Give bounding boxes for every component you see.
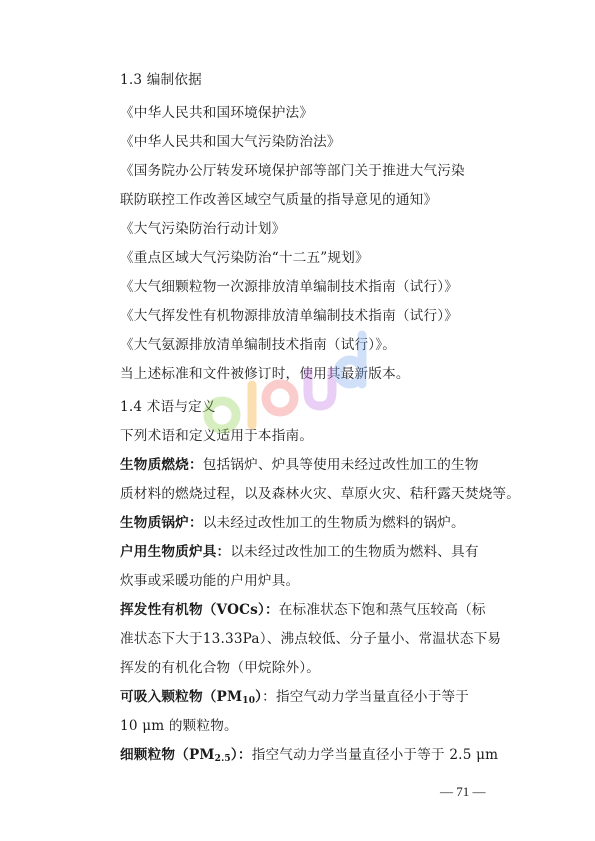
definition-text: 以未经过改性加工的生物质为燃料、具有 bbox=[230, 544, 479, 560]
reference-item: 《中华人民共和国环境保护法》 bbox=[120, 105, 314, 121]
reference-item: 《大气污染防治行动计划》 bbox=[120, 221, 286, 237]
term-label: 户用生物质炉具： bbox=[120, 544, 231, 560]
definition-biomass-boiler bbox=[120, 513, 520, 533]
reference-item: 《大气氨源排放清单编制技术指南（试行）》。 bbox=[120, 337, 397, 353]
section-heading-1-3: 1.3 编制依据 bbox=[120, 72, 202, 88]
reference-item: 《中华人民共和国大气污染防治法》 bbox=[120, 134, 341, 150]
definition-continued: 准状态下大于13.33Pa）、沸点较低、分子量小、常温状态下易 bbox=[120, 631, 502, 647]
terms-intro: 下列术语和定义适用于本指南。 bbox=[120, 428, 314, 444]
definition-text: ：指空气动力学当量直径小于等于 bbox=[262, 689, 470, 705]
definition-text: 以未经过改性加工的生物质为燃料的锅炉。 bbox=[202, 515, 465, 531]
definition-vocs bbox=[120, 600, 520, 620]
reference-item: 《国务院办公厅转发环境保护部等部门关于推进大气污染 bbox=[120, 163, 465, 179]
definition-household-stove bbox=[120, 542, 520, 562]
revision-note: 当上述标准和文件被修订时，使用其最新版本。 bbox=[120, 366, 410, 382]
term-label: 可吸入颗粒物$(PM_{10})$ bbox=[120, 689, 263, 706]
reference-item: 《大气挥发性有机物源排放清单编制技术指南（试行）》 bbox=[120, 308, 459, 324]
page-number: — 71 — bbox=[440, 784, 486, 799]
definition-pm10 bbox=[120, 687, 520, 711]
section-heading-1-4: 1.4 术语与定义 bbox=[120, 399, 216, 415]
definition-text: 在标准状态下饱和蒸气压较高（标 bbox=[278, 602, 486, 618]
reference-item-continued: 联防联控工作改善区域空气质量的指导意见的通知》 bbox=[120, 192, 438, 208]
term-label: 生物质燃烧： bbox=[120, 457, 203, 473]
definition-continued: 炊事或采暖功能的户用炉具。 bbox=[120, 573, 300, 589]
definition-continued: 10 μm 的颗粒物。 bbox=[120, 718, 238, 734]
definition-continued: 质材料的燃烧过程，以及森林火灾、草原火灾、秸秆露天焚烧等。 bbox=[120, 486, 521, 502]
definition-biomass-burning bbox=[120, 455, 520, 475]
reference-item: 《重点区域大气污染防治“十二五”规划》 bbox=[120, 250, 369, 266]
definition-text: 指空气动力学当量直径小于等于 2.5 μm bbox=[251, 747, 499, 763]
term-label: 挥发性有机物（VOCs）： bbox=[120, 602, 279, 618]
reference-item: 《大气细颗粒物一次源排放清单编制技术指南（试行）》 bbox=[120, 279, 459, 295]
term-label: 生物质锅炉： bbox=[120, 515, 203, 531]
definition-continued: 挥发的有机化合物（甲烷除外）。 bbox=[120, 660, 321, 676]
term-label: 细颗粒物$(PM_{2.5})$： bbox=[120, 747, 252, 764]
definition-text: 包括锅炉、炉具等使用未经过改性加工的生物 bbox=[202, 457, 479, 473]
definition-pm25 bbox=[120, 745, 520, 769]
